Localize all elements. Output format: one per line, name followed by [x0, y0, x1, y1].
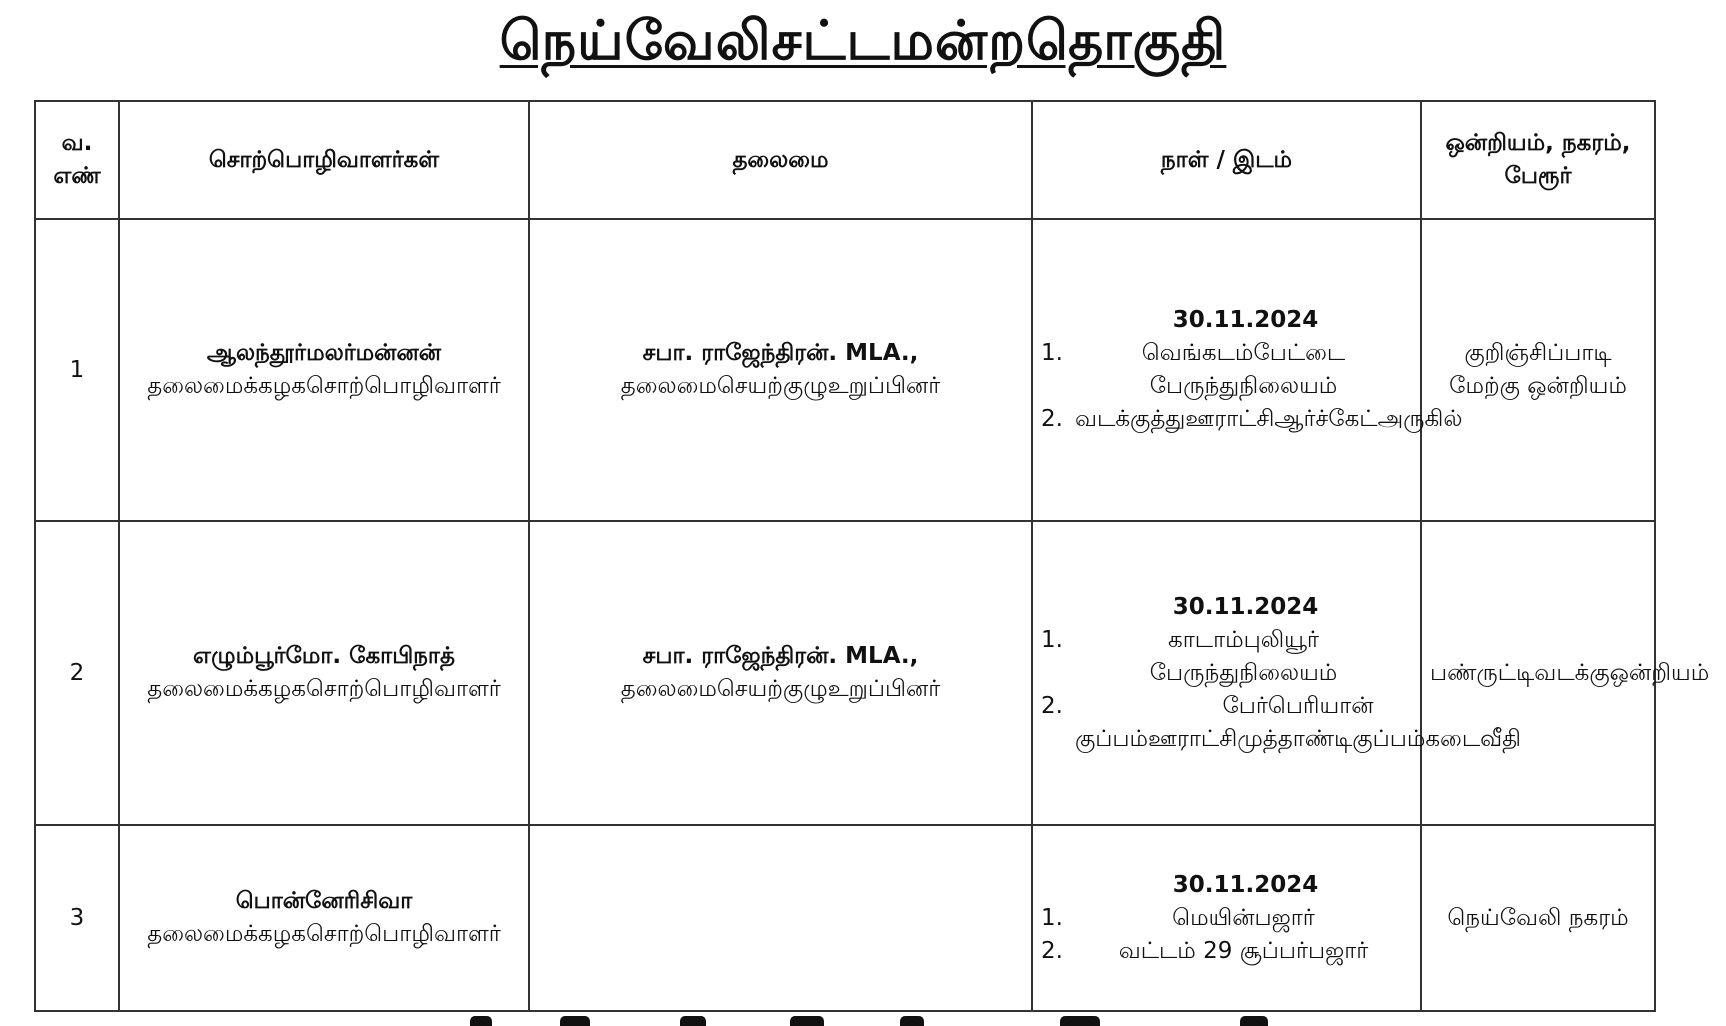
speaker-name: பொன்னேரிசிவா — [235, 888, 413, 914]
table-row — [35, 521, 1655, 825]
venue-text: பேர்பெரியான் குப்பம்ஊராட்சிமுத்தாண்டிகுப்பம்கடைவீதி — [1075, 692, 1521, 752]
union-cell — [1421, 825, 1655, 1011]
date-place-cell — [1032, 219, 1463, 521]
venue-number: 2. — [1041, 692, 1063, 719]
venue-number: 1. — [1041, 340, 1063, 366]
event-date: 30.11.2024 — [1172, 593, 1319, 620]
speaker-name: ஆலந்தூர்மலர்மன்னன் — [206, 340, 442, 366]
speaker-role: தலைமைக்கழகசொற்பொழிவாளர் — [147, 676, 501, 702]
venue-text: வெங்கடம்பேட்டை பேருந்துநிலையம் — [1141, 340, 1346, 399]
union-name: நெய்வேலி நகரம் — [1447, 904, 1629, 931]
date-place-cell — [1032, 521, 1521, 825]
speaker-role: தலைமைக்கழகசொற்பொழிவாளர் — [147, 373, 501, 399]
chair-cell — [529, 825, 1032, 1011]
table-header-row — [35, 101, 1655, 219]
header-serial-number: வ. எண் — [35, 101, 119, 219]
speaker-name: எழும்பூர்மோ. கோபிநாத் — [193, 643, 455, 669]
venue-number: 1. — [1041, 904, 1063, 931]
speaker-cell — [119, 825, 529, 1011]
union-name: குறிஞ்சிப்பாடி மேற்கு ஒன்றியம் — [1449, 340, 1627, 399]
event-date: 30.11.2024 — [1172, 307, 1319, 333]
schedule-table — [34, 100, 1710, 1012]
date-place-cell — [1032, 825, 1421, 1011]
venue-item — [1041, 935, 1412, 968]
venue-item — [1041, 624, 1412, 690]
venue-text: காடாம்புலியூர் பேருந்துநிலையம் — [1149, 626, 1338, 686]
row-serial-number: 2 — [35, 521, 119, 825]
table-row — [35, 219, 1655, 521]
page-title-text: நெய்வேலிசட்டமன்றதொகுதி — [499, 9, 1227, 72]
chair-cell — [529, 219, 1032, 521]
venue-number: 2. — [1041, 937, 1063, 964]
venue-item — [1041, 902, 1412, 935]
speaker-cell — [119, 219, 529, 521]
cropped-next-heading — [0, 1016, 1726, 1026]
page-title — [0, 6, 1726, 76]
venue-text: வட்டம் 29 சூப்பர்பஜார் — [1118, 937, 1369, 964]
chair-name: சபா. ராஜேந்திரன். MLA., — [642, 340, 919, 366]
chair-role: தலைமைசெயற்குழுஉறுப்பினர் — [620, 373, 941, 399]
union-name: பண்ருட்டிவடக்குஒன்றியம் — [1430, 659, 1710, 686]
header-speakers: சொற்பொழிவாளர்கள் — [119, 101, 529, 219]
header-date-place: நாள் / இடம் — [1032, 101, 1421, 219]
venue-text: வடக்குத்துஊராட்சிஆர்ச்கேட்அருகில் — [1075, 406, 1463, 432]
row-serial-number: 3 — [35, 825, 119, 1011]
speaker-role: தலைமைக்கழகசொற்பொழிவாளர் — [147, 921, 501, 947]
row-serial-number: 1 — [35, 219, 119, 521]
speaker-cell — [119, 521, 529, 825]
header-chair: தலைமை — [529, 101, 1032, 219]
venue-item — [1041, 337, 1412, 403]
event-date: 30.11.2024 — [1172, 871, 1319, 898]
chair-role: தலைமைசெயற்குழுஉறுப்பினர் — [620, 676, 941, 702]
venue-item — [1041, 403, 1463, 436]
chair-cell — [529, 521, 1032, 825]
union-cell — [1421, 219, 1655, 521]
venue-text: மெயின்பஜார் — [1172, 904, 1315, 931]
venue-number: 1. — [1041, 626, 1063, 653]
table-row — [35, 825, 1655, 1011]
header-union: ஒன்றியம், நகரம், பேரூர் — [1421, 101, 1655, 219]
venue-number: 2. — [1041, 406, 1063, 432]
venue-item — [1041, 690, 1521, 756]
chair-name: சபா. ராஜேந்திரன். MLA., — [642, 643, 919, 669]
union-cell — [1421, 521, 1710, 825]
